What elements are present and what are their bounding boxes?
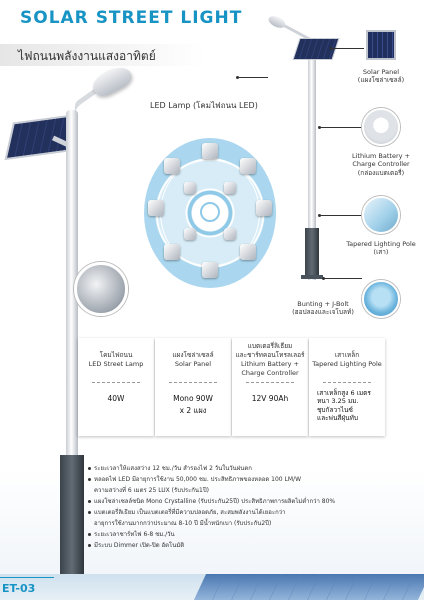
leader-battery	[320, 127, 362, 128]
wheel-center	[200, 202, 220, 222]
footer-solar-band	[0, 574, 424, 600]
leader-pole	[320, 215, 362, 216]
lamp-variant-5	[202, 262, 218, 278]
spec-column-lamp	[78, 338, 154, 436]
spec-header-th: แบตเตอรี่ลิเธียม และชาร์ทคอนโทรลเลอร์	[235, 342, 305, 360]
feature-item: มีระบบ Dimmer เปิด-ปิด อัตโนมัติ	[88, 540, 418, 551]
spec-header-th: แผงโซล่าเซลล์	[172, 351, 214, 360]
spec-header	[78, 338, 154, 382]
page-title: SOLAR STREET LIGHT	[20, 8, 243, 28]
lamp-variant-10	[224, 182, 236, 194]
feature-item: ระยะเวลาให้แสงสว่าง 12 ชม./วัน สำรองไฟ 2 วันในวันฝนตก	[88, 463, 418, 474]
spec-header	[155, 338, 231, 382]
led-lamp-caption: LED Lamp (โคมไฟถนน LED)	[150, 101, 258, 110]
feature-item-continued: อายุการใช้งานมากกว่าประมาณ 8-10 ปี มีน้ำหนักเบา (รับประกัน2ปี)	[94, 520, 272, 527]
feature-item-continued: ความสว่างที่ 6 เมตร 25 LUX (รับประกัน1ปี)	[94, 487, 209, 494]
spec-table	[78, 338, 384, 436]
spec-header	[309, 338, 385, 382]
product-code: ET-03	[2, 582, 36, 595]
battery-thumbnail	[362, 108, 400, 146]
lamp-variant-3	[256, 200, 272, 216]
lamp-variant-7	[148, 200, 164, 216]
feature-item: หลอดไฟ LED มีอายุการใช้งาน 50,000 ชม. ประสิทธิภาพของหลอด 100 LM/W	[88, 474, 418, 485]
lamp-variant-9	[184, 182, 196, 194]
lamp-variant-2	[240, 158, 256, 174]
bunting-bolt-thumbnail	[362, 280, 400, 318]
lamp-detail-circle	[74, 262, 128, 316]
lamp-variant-11	[224, 228, 236, 240]
page-subtitle: ไฟถนนพลังงานแสงอาทิตย์	[18, 49, 156, 63]
lamp-variant-12	[184, 228, 196, 240]
spec-header-en: Tapered Lighting Pole	[312, 360, 382, 368]
feature-item: แบตเตอรี่ลิเธียม เป็นแบตเตอรี่ที่มีความปลอดภัย, สะสมพลังงานได้เยอะกว่า	[88, 507, 418, 518]
feature-list	[88, 463, 418, 551]
spec-column-panel	[155, 338, 231, 436]
spec-value: 12V 90Ah	[251, 394, 289, 403]
leader-panel	[332, 48, 364, 49]
product-code-rule	[0, 577, 54, 578]
feature-item: แผงโซล่าเซลล์ชนิด Mono Crystalline (รับประกัน25ปี) ประสิทธิภาพการผลิตไม่ต่ำกว่า 80%	[88, 496, 418, 507]
spec-value: เสาเหล็กสูง 6 เมตร หนา 3.25 มม. ชุบกัลวาไนซ์ และพ่นสีฝุ่นทับ	[317, 389, 371, 423]
spec-header-en: Lithium Battery + Charge Controller	[241, 360, 299, 377]
spec-header-en: Solar Panel	[174, 360, 212, 368]
spec-header-th: โคมไฟถนน	[99, 351, 133, 360]
right-pole-base	[305, 228, 319, 276]
solar-panel-thumbnail	[366, 30, 396, 60]
spec-header-en: LED Street Lamp	[88, 360, 144, 368]
spec-header-th: เสาเหล็ก	[334, 351, 360, 360]
solar-panel-caption: Solar Panel (แผงโซล่าเซลล์)	[357, 68, 405, 85]
spec-column-pole	[309, 338, 385, 436]
battery-caption: Lithium Battery + Charge Controller (กล่องแบตเตอรี่)	[352, 152, 410, 177]
lamp-variant-4	[240, 244, 256, 260]
spec-column-battery	[232, 338, 308, 436]
spec-header	[232, 338, 308, 382]
bunting-caption: Bunting + J-Bolt (ฮอปลองและเจโบลท์)	[292, 300, 354, 317]
pole-caption: Tapered Lighting Pole (เสา)	[346, 240, 416, 257]
leader-lamp	[238, 77, 268, 78]
lamp-variant-6	[164, 244, 180, 260]
spec-value: Mono 90W x 2 แผง	[173, 394, 213, 415]
right-pole-foot	[301, 275, 323, 279]
pole-thumbnail	[362, 196, 400, 234]
lamp-variant-1	[202, 143, 218, 159]
left-lamp-head	[89, 62, 135, 100]
feature-item: ระยะเวลาชาร์ทไฟ 6-8 ชม./วัน	[88, 529, 418, 540]
leader-bolt	[324, 278, 362, 279]
lamp-variant-8	[164, 158, 180, 174]
spec-value: 40W	[107, 394, 125, 403]
